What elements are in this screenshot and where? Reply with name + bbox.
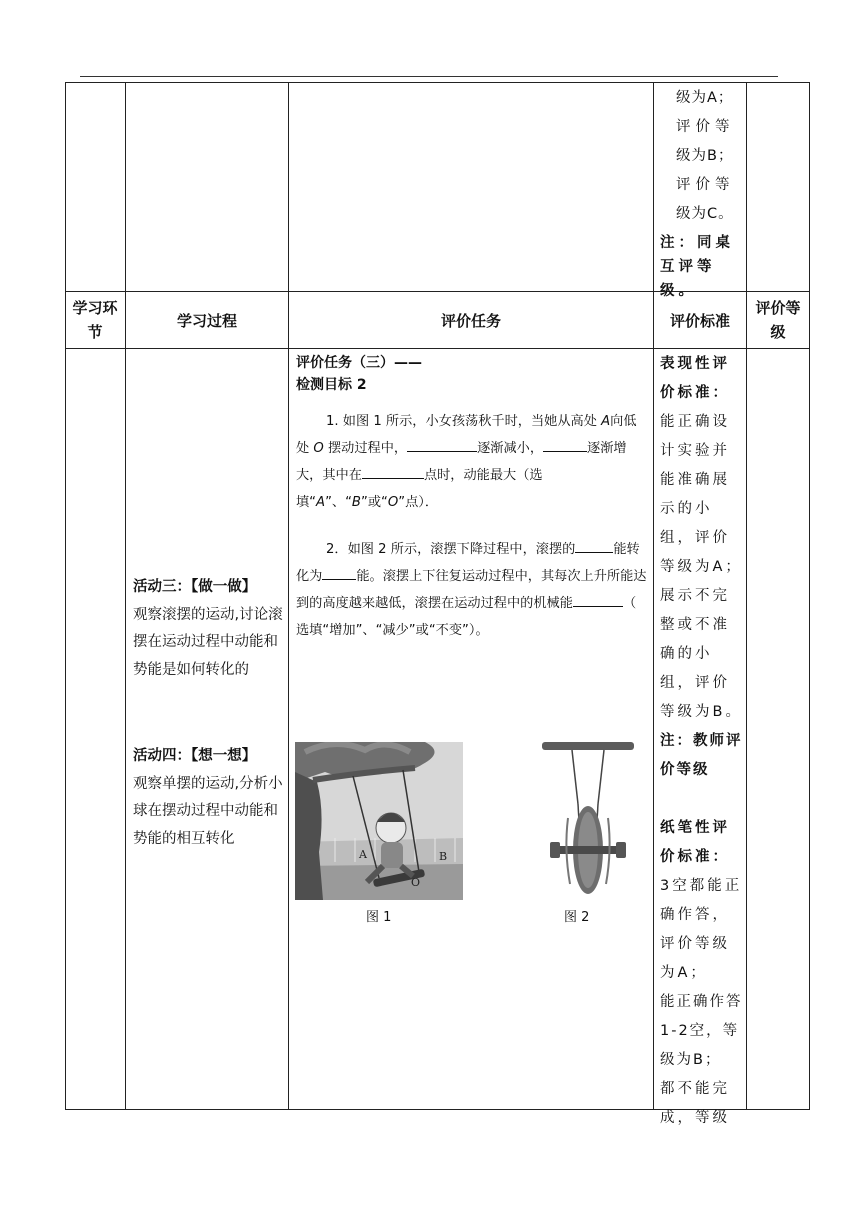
swing-label-a: A [359,848,367,861]
activity-four [133,743,285,853]
header-task: 评价任务 [440,312,501,330]
std-line: 评价等 [676,119,735,135]
perf-a: 能正确设计实验并能准确展示的小组，评价等级为A； [660,414,743,575]
activity-four-text: 观察单摆的运动,分析小球在摆动过程中动能和势能的相互转化 [133,775,283,847]
std-line: 级为A； [676,90,734,106]
header-rule [80,76,778,77]
std-note: 注：同桌互评等级。 [660,235,734,299]
std-line: 级为C。 [676,206,734,222]
activity-three [133,574,285,684]
blank [543,437,587,452]
task-cell [296,352,648,644]
std-line: 级为B； [676,148,734,164]
paper-title: 纸笔性评价标准： [660,820,730,865]
figure-1-caption: 图 1 [366,910,392,925]
activity-three-text: 观察滚摆的运动,讨论滚摆在运动过程中动能和势能是如何转化的 [133,606,283,678]
perf-title: 表现性评价标准： [660,356,730,401]
paper-b: 能正确作答1-2空，等级为B； [660,994,743,1068]
task-title: 评价任务（三）—— [296,355,422,371]
activity-three-title: 活动三：【做一做】 [133,579,257,595]
maxwell-wheel-figure [538,738,638,900]
std-line: 评价等 [676,177,735,193]
swing-figure [295,742,463,900]
header-grade: 评价等级 [755,299,801,341]
task-subtitle: 检测目标 2 [296,377,367,393]
standard-cell [660,350,744,1133]
header-stage: 学习环节 [72,299,118,341]
paper-a: 3空都能正确作答，评价等级为A； [660,878,743,981]
question-1: 1. 如图 1 所示，小女孩荡秋千时，当她从高处 A向低处 O 摆动过程中， 逐渐减小， 逐渐增大，其中在 点时，动能最大（选填“A”、“B”或“O”点）． [296,414,637,510]
question-2: 2．如图 2 所示，滚摆下降过程中，滚摆的 能转化为 能。滚摆上下往复运动过程中，其每次上升所能达到的高度越来越低，滚摆在运动过程中的机械能 （ 选填“增加”、“减少”或“不变”）。 [296,536,648,644]
top-standard-cell [660,84,744,303]
paper-c: 都不能完成，等级 [660,1081,730,1126]
perf-b: 展示不完整或不准确的小组，评价等级为B。 [660,588,743,720]
blank [575,538,613,553]
header-standard: 评价标准 [669,312,730,330]
blank [362,464,424,479]
swing-label-o: O [411,876,421,889]
activity-four-title: 活动四：【想一想】 [133,748,257,764]
blank [407,437,477,452]
swing-label-b: B [439,850,448,863]
blank [573,592,623,607]
header-process: 学习过程 [176,312,237,330]
blank [322,565,356,580]
perf-note: 注：教师评价等级 [660,733,743,778]
figure-2-caption: 图 2 [564,910,590,925]
